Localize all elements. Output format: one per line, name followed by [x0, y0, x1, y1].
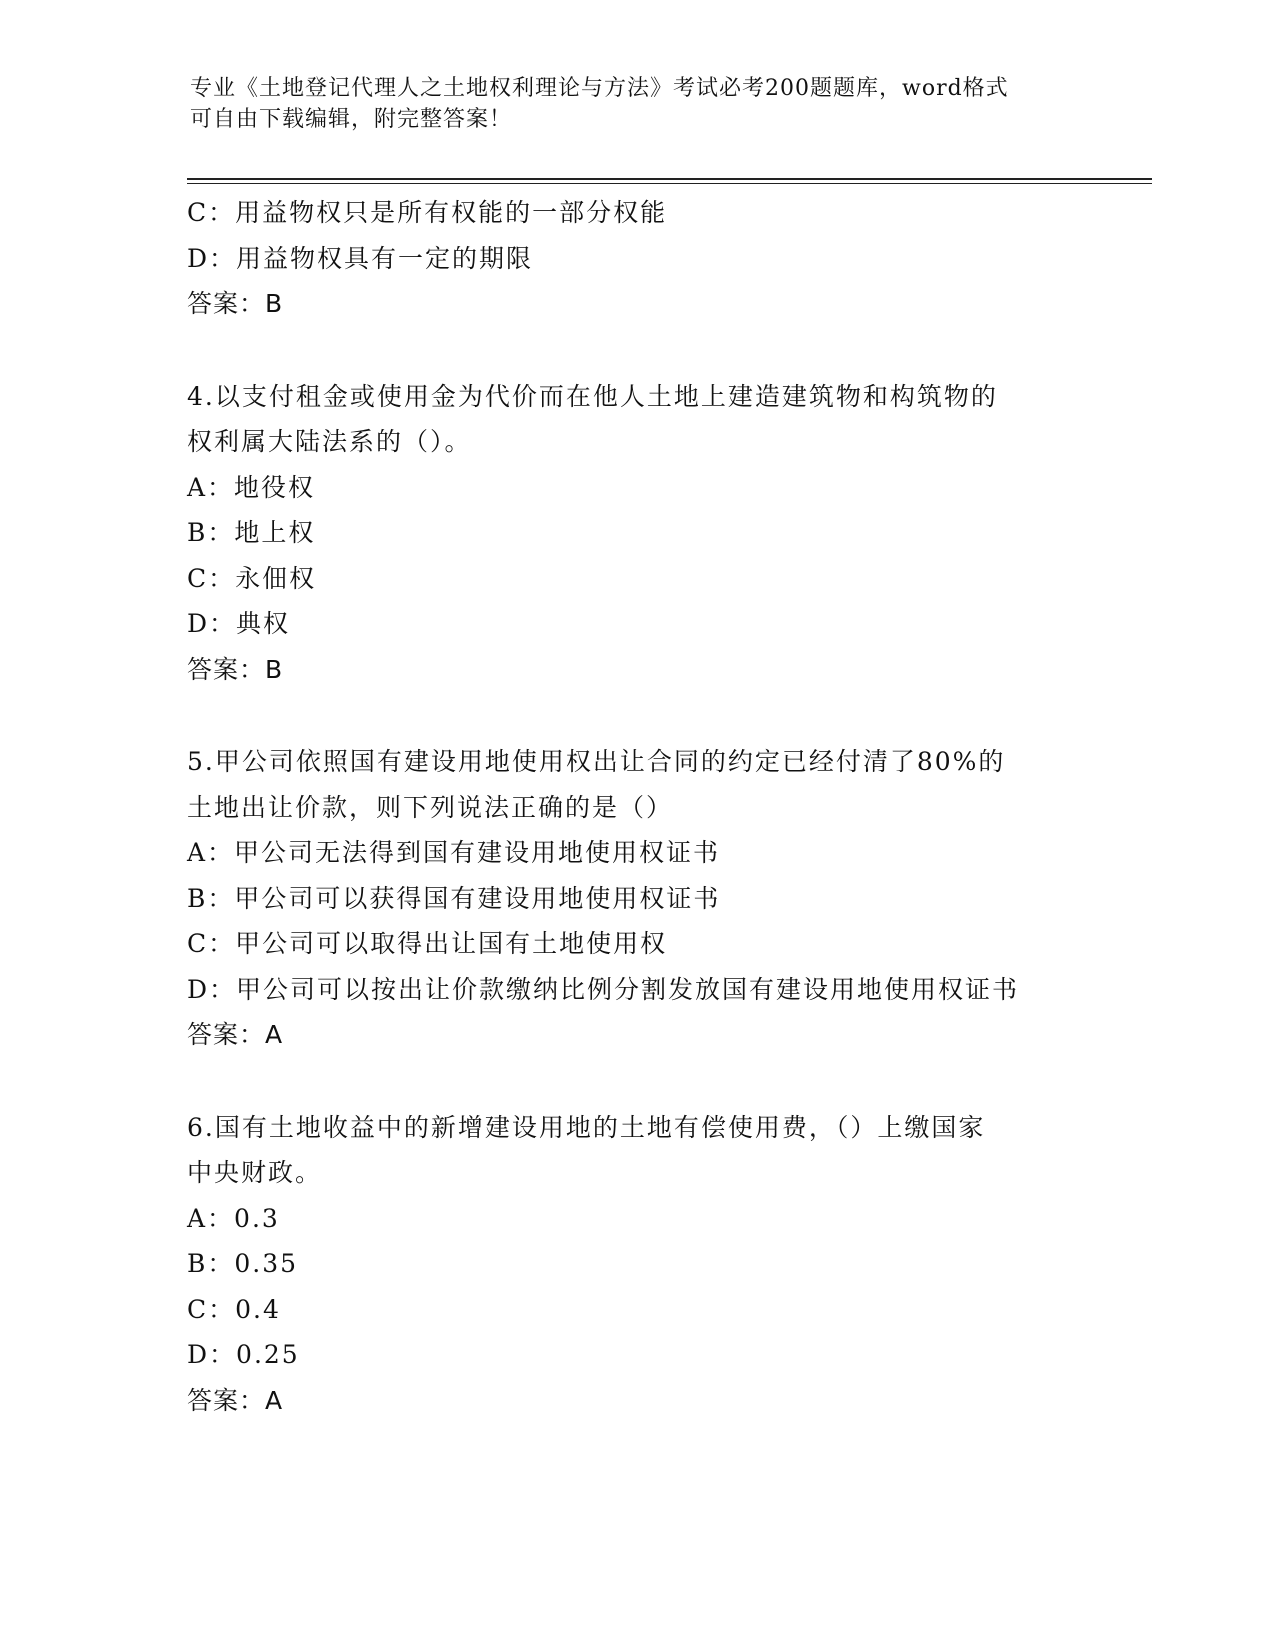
question-stem: 权利属大陆法系的（）。	[187, 427, 472, 456]
answer: 答案：A	[187, 1385, 284, 1415]
option-d: D：典权	[187, 609, 291, 638]
answer: 答案：B	[187, 289, 284, 318]
question-stem: 4.以支付租金或使用金为代价而在他人土地上建造建筑物和构筑物的	[187, 381, 998, 411]
option-b: B：甲公司可以获得国有建设用地使用权证书	[187, 883, 721, 913]
option-a: A：0.3	[187, 1203, 280, 1233]
question-stem: 中央财政。	[187, 1158, 323, 1187]
document-header	[190, 73, 1070, 135]
question-stem: 5.甲公司依照国有建设用地使用权出让合同的约定已经付清了80%的	[187, 747, 1006, 776]
question-stem: 6.国有土地收益中的新增建设用地的土地有偿使用费，（）上缴国家	[187, 1112, 986, 1142]
question-content	[187, 190, 1087, 1423]
spacer	[187, 1058, 1087, 1105]
header-divider-thin	[187, 183, 1152, 184]
option-d: D：用益物权具有一定的期限	[187, 243, 534, 273]
option-b: B：地上权	[187, 518, 316, 547]
lead-block	[187, 190, 1087, 327]
option-a: A：地役权	[187, 472, 316, 502]
option-d: D：0.25	[187, 1340, 300, 1369]
header-line-2: 可自由下载编辑，附完整答案！	[190, 107, 513, 132]
header-divider-thick	[187, 178, 1152, 180]
option-c: C：0.4	[187, 1294, 281, 1324]
option-c: C：用益物权只是所有权能的一部分权能	[187, 198, 668, 227]
option-c: C：甲公司可以取得出让国有土地使用权	[187, 929, 668, 958]
question-6	[187, 1105, 1087, 1424]
question-5	[187, 739, 1087, 1058]
answer: 答案：A	[187, 1020, 284, 1049]
spacer	[187, 327, 1087, 374]
header-line-1: 专业《土地登记代理人之土地权利理论与方法》考试必考200题题库，word格式	[190, 76, 1009, 101]
option-a: A：甲公司无法得到国有建设用地使用权证书	[187, 838, 721, 867]
option-b: B：0.35	[187, 1249, 299, 1278]
option-d: D：甲公司可以按出让价款缴纳比例分割发放国有建设用地使用权证书	[187, 974, 1020, 1004]
answer: 答案：B	[187, 654, 284, 684]
question-4	[187, 374, 1087, 693]
question-stem: 土地出让价款，则下列说法正确的是（）	[187, 792, 674, 822]
spacer	[187, 692, 1087, 739]
option-c: C：永佃权	[187, 563, 317, 593]
